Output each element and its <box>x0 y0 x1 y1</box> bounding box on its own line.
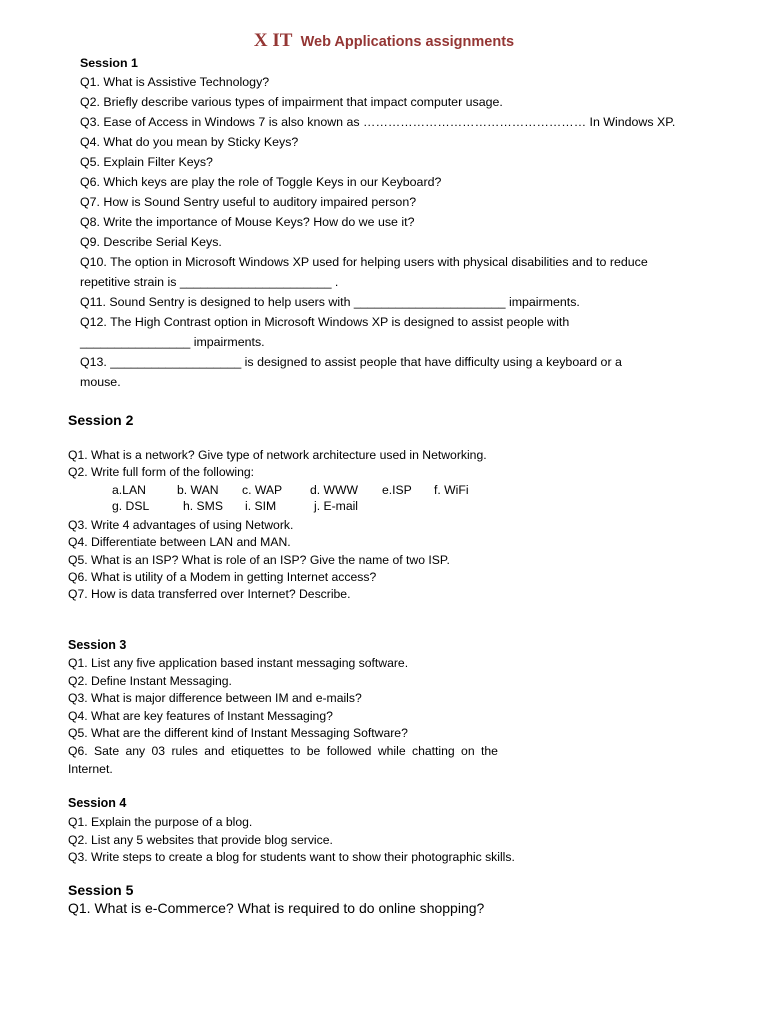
s1-question: Q7. How is Sound Sentry useful to auditory impaired person? <box>80 195 417 209</box>
s3-question: Q2. Define Instant Messaging. <box>68 674 232 688</box>
session-5-heading: Session 5 <box>68 882 134 898</box>
s1-question: Q11. Sound Sentry is designed to help users with ______________________ impairments. <box>80 295 580 309</box>
s1-question: Q10. The option in Microsoft Windows XP used for helping users with physical disabilities and to reduce <box>80 255 648 269</box>
session-2-heading: Session 2 <box>68 412 134 428</box>
s3-question: Q4. What are key features of Instant Messaging? <box>68 709 333 723</box>
s2-abbr: g. DSL <box>112 499 150 513</box>
s2-question: Q1. What is a network? Give type of network architecture used in Networking. <box>68 448 487 462</box>
s2-question: Q7. How is data transferred over Internet? Describe. <box>68 587 351 601</box>
session-4-heading: Session 4 <box>68 796 127 810</box>
s4-question: Q2. List any 5 websites that provide blog service. <box>68 833 333 847</box>
s4-question: Q1. Explain the purpose of a blog. <box>68 815 253 829</box>
s1-question: Q5. Explain Filter Keys? <box>80 155 213 169</box>
s2-abbr: j. E-mail <box>314 499 359 513</box>
s2-abbr: f. WiFi <box>434 483 469 497</box>
s1-question: Q1. What is Assistive Technology? <box>80 75 270 89</box>
s1-question: mouse. <box>80 375 121 389</box>
s3-question: Internet. <box>68 762 113 776</box>
s1-question: repetitive strain is ______________________ . <box>80 275 339 289</box>
s3-question: Q1. List any five application based instant messaging software. <box>68 656 409 670</box>
s2-abbr: c. WAP <box>242 483 283 497</box>
s1-question: Q2. Briefly describe various types of impairment that impact computer usage. <box>80 95 503 109</box>
s2-abbr: e.ISP <box>382 483 412 497</box>
s5-question: Q1. What is e-Commerce? What is required to do online shopping? <box>68 900 485 916</box>
s1-question: Q13. ___________________ is designed to assist people that have difficulty using a keyboard or a <box>80 355 622 369</box>
title-main: Web Applications assignments <box>300 34 515 50</box>
s2-abbr: a.LAN <box>112 483 146 497</box>
s2-abbr: d. WWW <box>310 483 359 497</box>
s1-question: Q8. Write the importance of Mouse Keys? How do we use it? <box>80 215 415 229</box>
s2-question: Q4. Differentiate between LAN and MAN. <box>68 535 291 549</box>
s1-question: Q9. Describe Serial Keys. <box>80 235 222 249</box>
s2-abbr: h. SMS <box>183 499 223 513</box>
s1-question: ________________ impairments. <box>80 335 265 349</box>
s2-abbr: b. WAN <box>177 483 219 497</box>
s1-question: Q4. What do you mean by Sticky Keys? <box>80 135 299 149</box>
s4-question: Q3. Write steps to create a blog for students want to show their photographic skills. <box>68 850 515 864</box>
title-prefix: X IT <box>253 30 293 51</box>
s2-abbr: i. SIM <box>245 499 277 513</box>
s3-question: Q6. Sate any 03 rules and etiquettes to be followed while chatting on the <box>68 744 498 758</box>
s2-question: Q6. What is utility of a Modem in getting Internet access? <box>68 570 377 584</box>
page-title <box>0 30 768 52</box>
s3-question: Q3. What is major difference between IM and e-mails? <box>68 691 362 705</box>
s1-question: Q6. Which keys are play the role of Toggle Keys in our Keyboard? <box>80 175 442 189</box>
s3-question: Q5. What are the different kind of Instant Messaging Software? <box>68 726 408 740</box>
s2-question: Q5. What is an ISP? What is role of an ISP? Give the name of two ISP. <box>68 553 450 567</box>
session-3-heading: Session 3 <box>68 638 127 652</box>
s2-question: Q2. Write full form of the following: <box>68 465 255 479</box>
s1-question: Q12. The High Contrast option in Microsoft Windows XP is designed to assist people with <box>80 315 570 329</box>
session-1-heading: Session 1 <box>80 56 138 70</box>
s2-question: Q3. Write 4 advantages of using Network. <box>68 518 294 532</box>
s1-question: Q3. Ease of Access in Windows 7 is also known as ……………………………………………… In Windows XP. <box>80 115 676 129</box>
